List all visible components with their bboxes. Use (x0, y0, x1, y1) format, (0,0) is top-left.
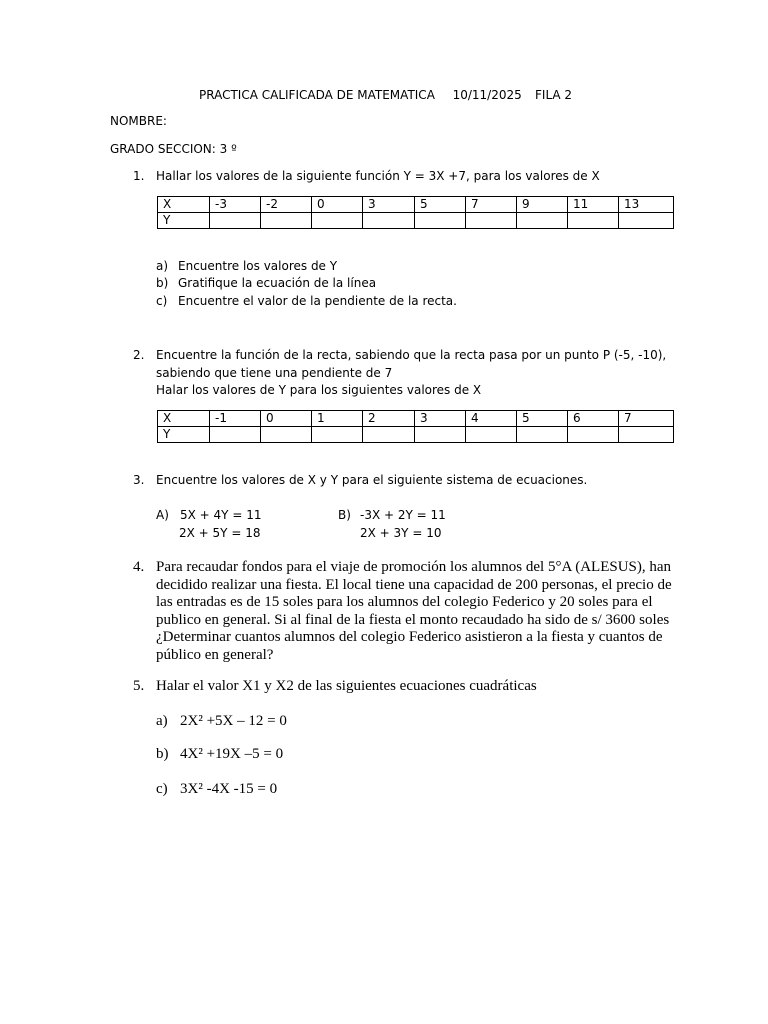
q2-x-value: 7 (619, 411, 674, 427)
q2-y-cell[interactable] (415, 427, 466, 443)
q2-x-header: X (158, 411, 210, 427)
q1-x-value: 0 (312, 197, 363, 213)
q4-line: ¿Determinar cuantos alumnos del colegio Federico asistieron a la fiesta y cuantos de (156, 629, 663, 645)
q1-subitem-a (156, 259, 338, 273)
q4-line: público en general? (156, 646, 274, 663)
q1-y-cell[interactable] (210, 213, 261, 229)
q2-line-1: Encuentre la función de la recta, sabiendo que la recta pasa por un punto P (-5, -10), (156, 348, 667, 362)
q2-x-value: 2 (363, 411, 415, 427)
q4-line: las entradas es de 15 soles para los alumnos del colegio Federico y 20 soles para el (156, 594, 653, 610)
q3-system-b-eq1: -3X + 2Y = 11 (360, 508, 446, 522)
q1-x-value: -3 (210, 197, 261, 213)
q1-x-value: 11 (568, 197, 619, 213)
q1-y-cell[interactable] (568, 213, 619, 229)
q3-system-a-eq2: 2X + 5Y = 18 (179, 526, 261, 540)
q1-y-cell[interactable] (517, 213, 568, 229)
q3-system-a-label: A) (156, 508, 169, 522)
q4-line: decidido realizar una fiesta. El local tiene una capacidad de 200 personas, el precio de (156, 576, 672, 593)
q1-subitem-b (156, 276, 377, 290)
q3-system-b-label: B) (338, 508, 351, 522)
q4-number: 4. (133, 559, 145, 575)
q1-y-cell[interactable] (363, 213, 415, 229)
exam-row: FILA 2 (535, 88, 573, 102)
q1-y-header: Y (158, 213, 210, 229)
q1-y-cell[interactable] (619, 213, 674, 229)
grade-label: GRADO SECCION: 3 º (110, 142, 237, 156)
q5-item-a (156, 713, 287, 730)
q5-number: 5. (133, 678, 145, 694)
q5-item-b-label: b) (156, 746, 169, 762)
q1-subitem-c (156, 294, 457, 308)
q2-line-3: Halar los valores de Y para los siguientes valores de X (156, 383, 482, 397)
q2-y-cell[interactable] (568, 427, 619, 443)
q2-y-cell[interactable] (261, 427, 312, 443)
q2-y-cell[interactable] (312, 427, 363, 443)
q2-x-value: 3 (415, 411, 466, 427)
q1-y-cell[interactable] (466, 213, 517, 229)
exam-title: PRACTICA CALIFICADA DE MATEMATICA (199, 88, 435, 102)
q1-number: 1. (133, 169, 145, 183)
q2-y-cell[interactable] (363, 427, 415, 443)
q1-subitem-b-text: Gratifique la ecuación de la línea (178, 276, 377, 290)
q1-y-cell[interactable] (415, 213, 466, 229)
q4-line: Para recaudar fondos para el viaje de promoción los alumnos del 5°A (ALESUS), han (156, 559, 672, 575)
q4-line: publico en general. Si al final de la fiesta el monto recaudado ha sido de s/ 3600 soles (156, 611, 670, 628)
q3-system-a-eq1: 5X + 4Y = 11 (180, 508, 262, 522)
q5-text: Halar el valor X1 y X2 de las siguientes ecuaciones cuadráticas (156, 678, 537, 694)
q5-item-c (156, 781, 278, 798)
q2-x-row (158, 411, 674, 427)
q1-x-header: X (158, 197, 210, 213)
q2-x-value: 1 (312, 411, 363, 427)
q2-x-value: -1 (210, 411, 261, 427)
q2-x-value: 0 (261, 411, 312, 427)
q2-x-value: 5 (517, 411, 568, 427)
q5-item-c-label: c) (156, 781, 168, 797)
q5-item-a-equation: 2X² +5X – 12 = 0 (180, 713, 287, 729)
q2-y-cell[interactable] (517, 427, 568, 443)
exam-date: 10/11/2025 (452, 88, 522, 102)
q1-x-value: 5 (415, 197, 466, 213)
q1-table (157, 196, 674, 229)
q1-x-value: 7 (466, 197, 517, 213)
q4-text (156, 559, 696, 664)
q5-item-b (156, 746, 284, 763)
q1-x-row (158, 197, 674, 213)
q5-item-c-equation: 3X² -4X -15 = 0 (180, 781, 278, 797)
name-label: NOMBRE: (110, 114, 167, 128)
q1-subitem-b-label: b) (156, 276, 169, 290)
q1-y-cell[interactable] (261, 213, 312, 229)
q1-y-cell[interactable] (312, 213, 363, 229)
q1-x-value: -2 (261, 197, 312, 213)
q1-x-value: 3 (363, 197, 415, 213)
q1-text: Hallar los valores de la siguiente función Y = 3X +7, para los valores de X (156, 169, 600, 183)
q1-x-value: 9 (517, 197, 568, 213)
q2-y-cell[interactable] (466, 427, 517, 443)
q1-subitem-a-label: a) (156, 259, 169, 273)
q2-table (157, 410, 674, 443)
q2-x-value: 4 (466, 411, 517, 427)
page-title (199, 88, 522, 102)
q3-system-b-eq2: 2X + 3Y = 10 (360, 526, 442, 540)
q2-y-cell[interactable] (619, 427, 674, 443)
q1-subitem-c-label: c) (156, 294, 168, 308)
q1-subitem-a-text: Encuentre los valores de Y (178, 259, 338, 273)
q2-x-value: 6 (568, 411, 619, 427)
q2-y-cell[interactable] (210, 427, 261, 443)
q3-number: 3. (133, 473, 145, 487)
q1-y-row (158, 213, 674, 229)
q2-line-2: sabiendo que tiene una pendiente de 7 (156, 366, 393, 380)
q2-y-header: Y (158, 427, 210, 443)
q1-x-value: 13 (619, 197, 674, 213)
q2-y-row (158, 427, 674, 443)
q5-item-b-equation: 4X² +19X –5 = 0 (180, 746, 284, 762)
q5-item-a-label: a) (156, 713, 168, 729)
q1-subitem-c-text: Encuentre el valor de la pendiente de la recta. (178, 294, 457, 308)
q3-text: Encuentre los valores de X y Y para el siguiente sistema de ecuaciones. (156, 473, 588, 487)
q2-number: 2. (133, 348, 145, 362)
